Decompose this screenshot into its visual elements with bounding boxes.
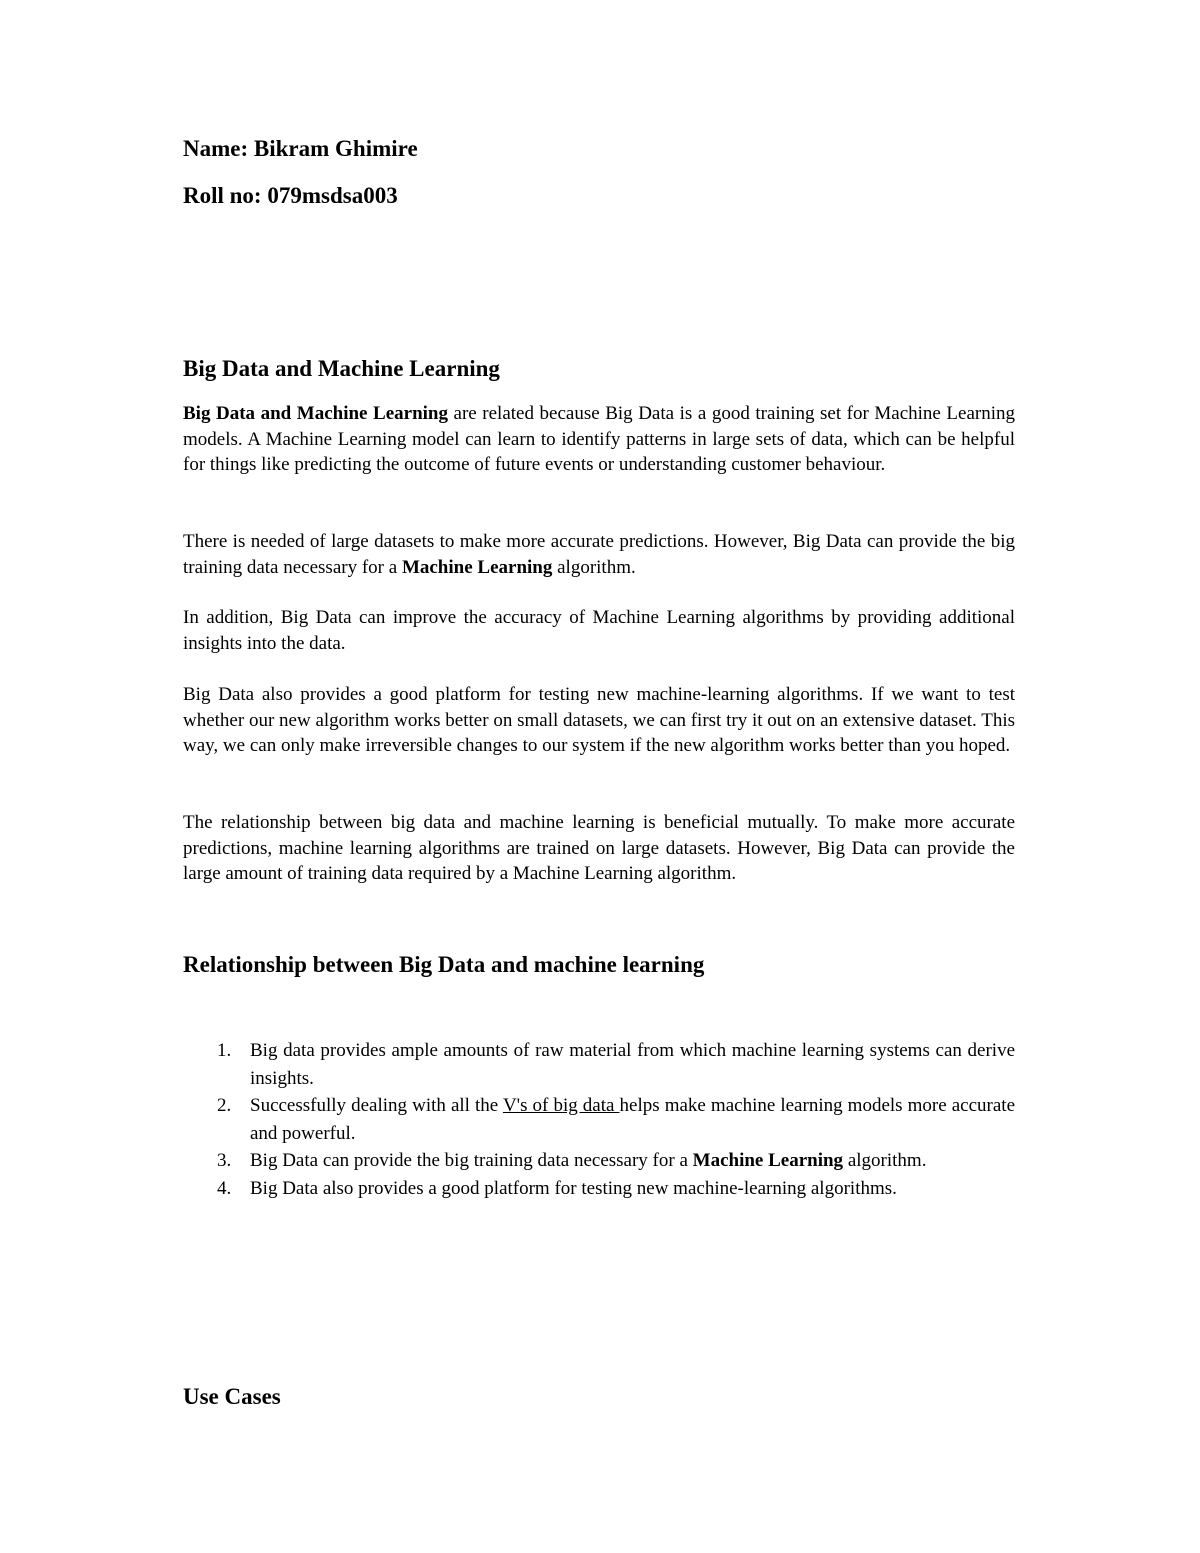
paragraph-1-text: are related because Big Data is a good training set for Machine Learning models. A Machine Learning model can learn to identify patterns in large sets of data, which can be helpful for things like predicting the outcome of future events or understanding customer behaviour.: [183, 403, 1015, 476]
section-title-relationship: Relationship between Big Data and machine learning: [183, 952, 705, 977]
paragraph-4: Big Data also provides a good platform for testing new machine-learning algorithms. If we want to test whether our new algorithm works better on small datasets, we can first try it out on an extensive dataset. This way, we can only make irreversible changes to our system if the new algorithm works better than you hoped.: [183, 684, 1015, 757]
roll-number: Roll no: 079msdsa003: [183, 183, 398, 208]
list-item-text-start: Big Data can provide the big training data necessary for a: [250, 1150, 693, 1171]
list-item-text: Big Data also provides a good platform for testing new machine-learning algorithms.: [250, 1177, 897, 1199]
paragraph-2-text-end: algorithm.: [552, 556, 636, 578]
list-item-number: 1.: [217, 1040, 232, 1061]
relationship-list: [183, 1037, 1015, 1202]
paragraph-2: [183, 529, 1015, 580]
paragraph-2-text-start: There is needed of large datasets to make more accurate predictions. However, Big Data can provide the big training data necessary for a: [183, 531, 1015, 578]
paragraph-5: The relationship between big data and machine learning is beneficial mutually. To make more accurate predictions, machine learning algorithms are trained on large datasets. However, Big Data can provide the large amount of training data required by a Machine Learning algorithm.: [183, 812, 1015, 885]
list-item: [183, 1175, 1015, 1203]
list-item-text-end: algorithm.: [843, 1150, 927, 1171]
list-item-text-start: Successfully dealing with all the: [250, 1095, 503, 1116]
section-title-use-cases: Use Cases: [183, 1384, 281, 1409]
list-item-number: 2.: [217, 1095, 232, 1116]
paragraph-3: In addition, Big Data can improve the accuracy of Machine Learning algorithms by providing additional insights into the data.: [183, 607, 1015, 654]
author-name: Name: Bikram Ghimire: [183, 136, 418, 161]
paragraph-2-bold: Machine Learning: [401, 556, 553, 578]
list-item-number: 4.: [217, 1177, 232, 1199]
list-item: [183, 1147, 1015, 1175]
list-item: [183, 1037, 1015, 1092]
list-item-bold: Machine Learning: [692, 1150, 844, 1171]
list-item-text: Big data provides ample amounts of raw material from which machine learning systems can derive insights.: [250, 1040, 1015, 1089]
vs-of-big-data-link[interactable]: V's of big data: [502, 1095, 620, 1116]
paragraph-1: [183, 401, 1015, 478]
list-item-text-end: helps make machine learning models more accurate and powerful.: [250, 1095, 1015, 1144]
list-item-number: 3.: [217, 1150, 232, 1171]
paragraph-1-bold-lead: Big Data and Machine Learning: [183, 403, 448, 424]
list-item: [183, 1092, 1015, 1147]
section-title-big-data-ml: Big Data and Machine Learning: [183, 356, 500, 381]
